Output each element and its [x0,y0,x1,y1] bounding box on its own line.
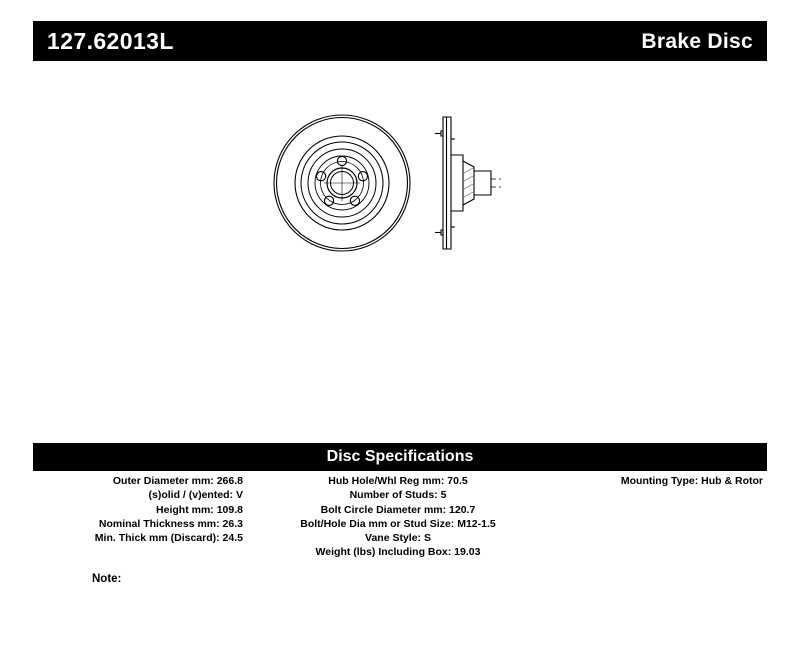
spec-column-right [551,474,767,488]
part-number: 127.62013L [47,27,174,54]
disc-specifications-bar [33,443,767,471]
spec-item: Mounting Type: Hub & Rotor [620,475,763,487]
header-bar [33,21,767,61]
spec-item: Bolt/Hole Dia mm or Stud Size: M12-1.5 [300,517,496,530]
spec-item: Min. Thick mm (Discard): 24.5 [94,532,243,545]
disc-specifications-title: Disc Specifications [326,448,474,465]
spec-item: Weight (lbs) Including Box: 19.03 [315,546,481,559]
spec-item: Number of Studs: 5 [349,489,447,502]
note-label: Note: [92,573,122,585]
specifications-table [33,474,767,560]
spec-column-middle [245,474,551,560]
spec-item: Hub Hole/Whl Reg mm: 70.5 [328,475,468,487]
page-title: Brake Disc [641,29,753,53]
brake-disc-svg [255,95,555,285]
spec-column-left [33,474,245,545]
spec-item: Bolt Circle Diameter mm: 120.7 [320,503,476,516]
spec-item: (s)olid / (v)ented: V [148,489,243,502]
spec-item: Nominal Thickness mm: 26.3 [98,517,243,530]
spec-item: Vane Style: S [365,532,431,545]
brake-disc-drawing [255,95,555,285]
spec-item: Height mm: 109.8 [156,503,243,516]
spec-item: Outer Diameter mm: 266.8 [112,475,243,487]
